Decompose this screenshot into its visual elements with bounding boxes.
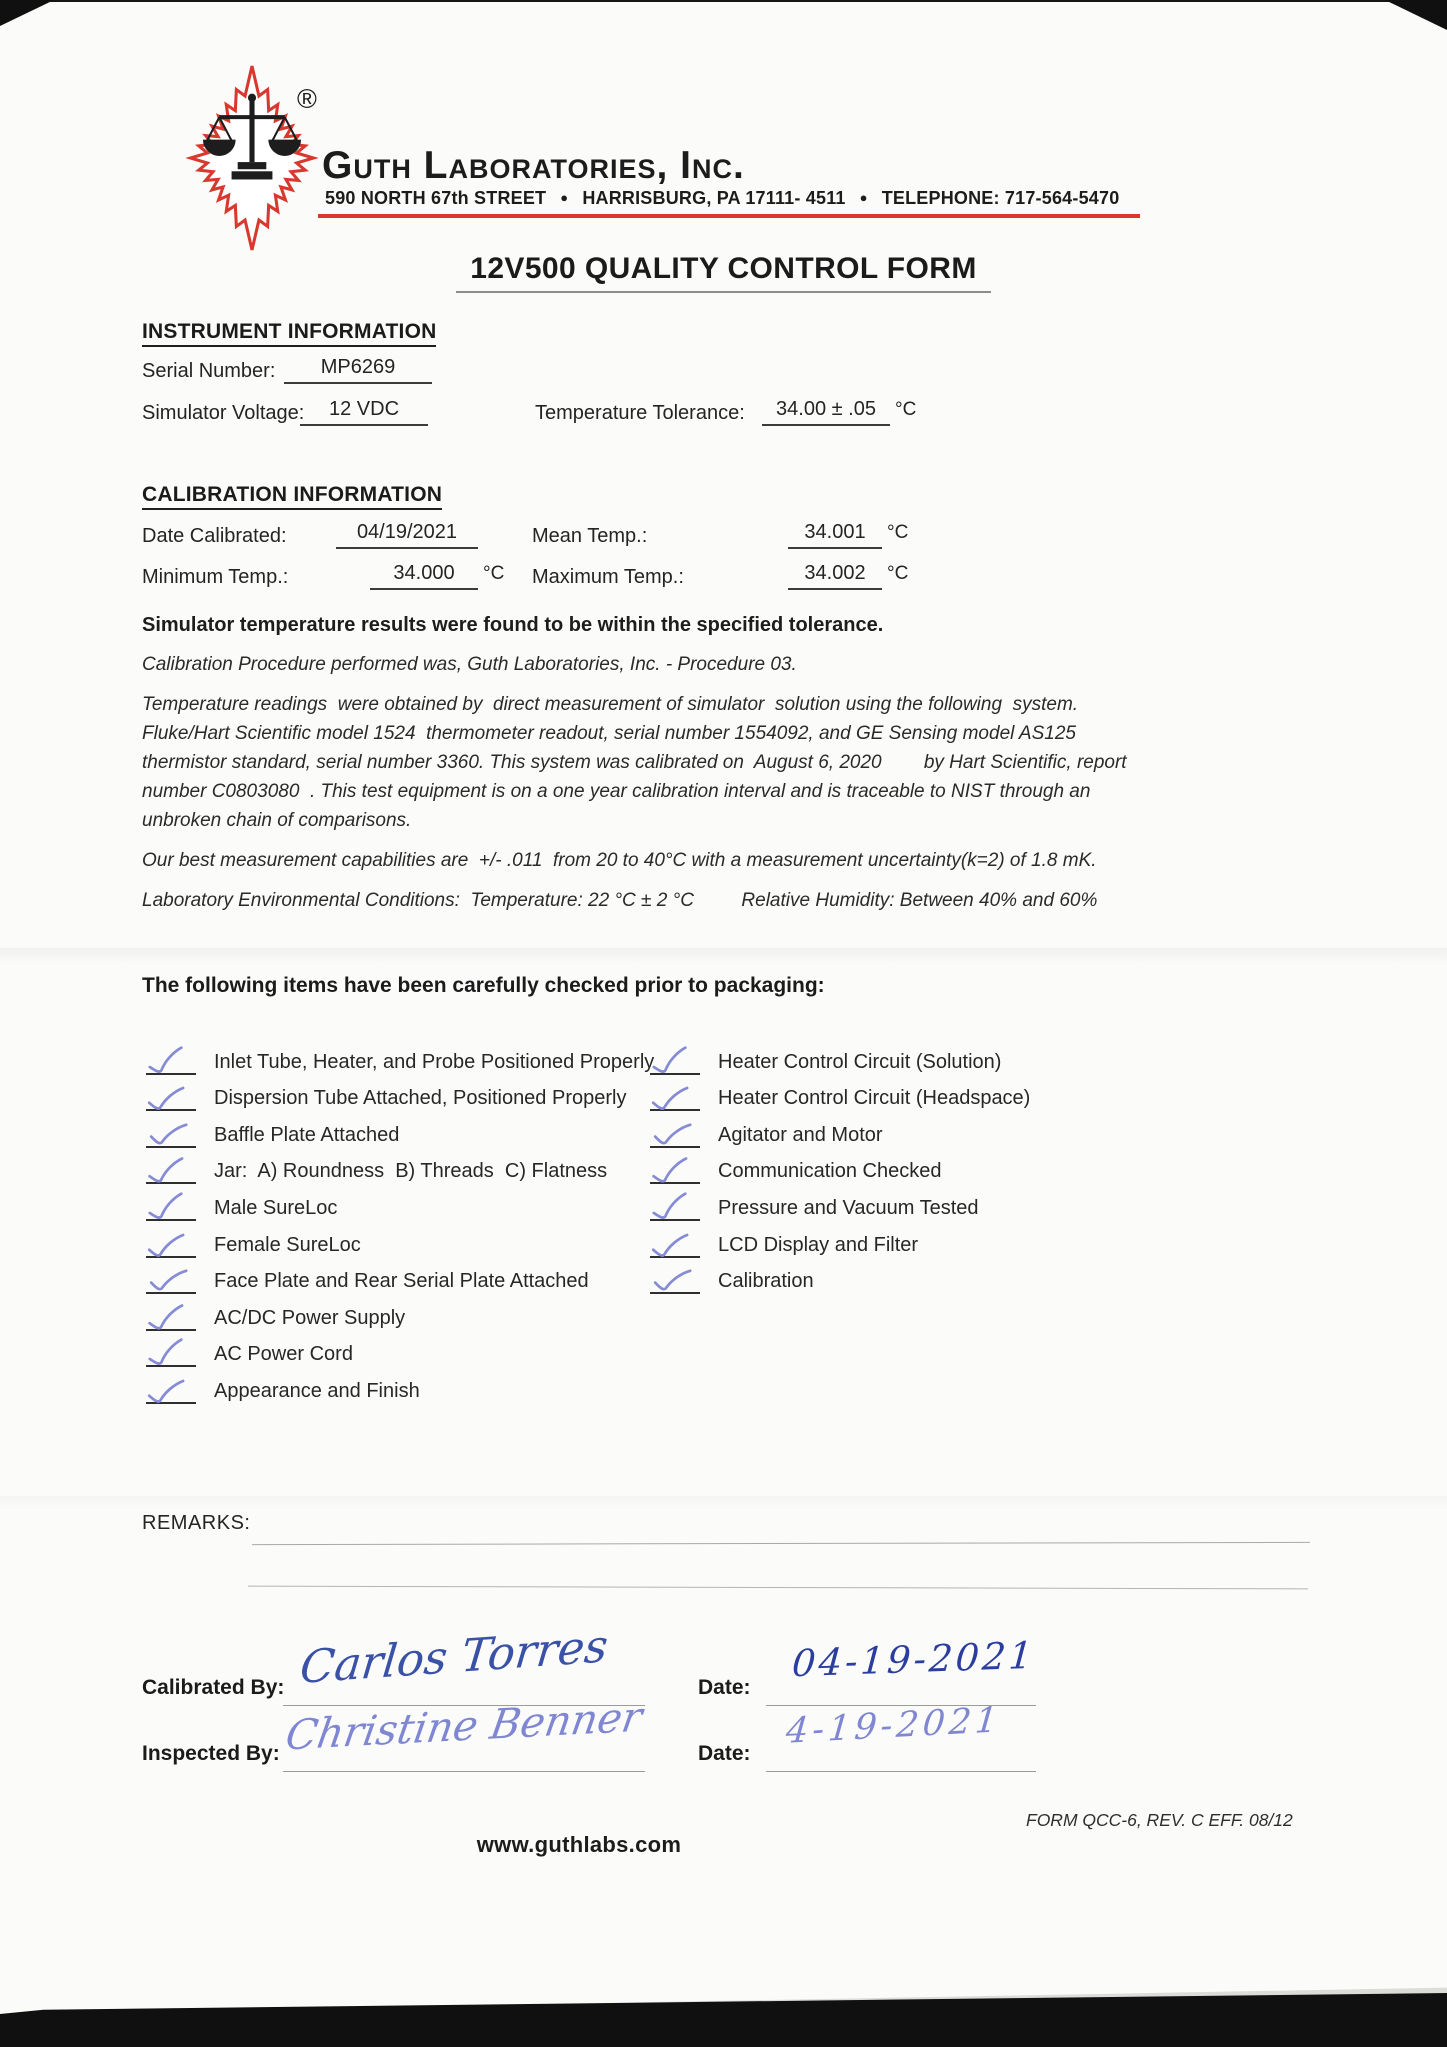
checklist-item <box>650 1038 1030 1075</box>
capabilities-paragraph: Our best measurement capabilities are +/- .011 from 20 to 40°C with a measurement uncertainty(k=2) of 1.8 mK. <box>142 850 1097 871</box>
checklist-item <box>146 1184 654 1221</box>
temperature-tolerance-unit: °C <box>895 399 917 420</box>
calibrated-by-signature: Carlos Torres <box>297 1618 611 1695</box>
handwritten-checkmark-icon <box>145 1377 187 1410</box>
remarks-label: REMARKS: <box>142 1512 251 1534</box>
checklist-item <box>146 1148 654 1185</box>
checklist-item-label: Heater Control Circuit (Headspace) <box>718 1087 1031 1110</box>
calibration-notes <box>142 650 1134 926</box>
check-blank-line <box>146 1292 196 1331</box>
company-name: Guth Laboratories, Inc. <box>322 144 745 187</box>
checklist-item <box>650 1111 1030 1148</box>
mean-temp-field <box>788 521 908 549</box>
serial-number-field <box>284 356 432 384</box>
checklist-item-label: Jar: A) Roundness B) Threads C) Flatness <box>214 1160 608 1183</box>
check-blank-line <box>146 1365 196 1404</box>
calibrated-date-label: Date: <box>698 1676 751 1699</box>
minimum-temp-label: Minimum Temp.: <box>142 566 289 588</box>
checklist-item-label: Heater Control Circuit (Solution) <box>718 1050 1002 1073</box>
checklist-item-label: Baffle Plate Attached <box>214 1123 400 1146</box>
check-blank-line <box>146 1146 196 1185</box>
scan-corner-top-left <box>0 0 54 26</box>
company-address-line <box>325 188 1119 209</box>
tolerance-result-statement: Simulator temperature results were found to be within the specified tolerance. <box>142 614 884 636</box>
checklist-item <box>146 1258 654 1295</box>
check-blank-line <box>146 1036 196 1075</box>
checklist-heading: The following items have been carefully checked prior to packaging: <box>142 974 825 997</box>
maximum-temp-value: 34.002 <box>788 562 882 590</box>
check-blank-line <box>146 1256 196 1295</box>
check-blank-line <box>650 1109 700 1148</box>
checklist-item-label: Communication Checked <box>718 1160 942 1183</box>
date-calibrated-field <box>336 521 478 549</box>
checklist-item-label: Female SureLoc <box>214 1233 361 1256</box>
scan-crease <box>0 948 1447 964</box>
check-blank-line <box>146 1073 196 1112</box>
checklist-item-label: Pressure and Vacuum Tested <box>718 1196 979 1219</box>
checklist-item-label: Male SureLoc <box>214 1196 338 1219</box>
checklist-item-label: AC Power Cord <box>214 1343 353 1366</box>
maximum-temp-field <box>788 562 908 590</box>
remarks-blank-line <box>252 1542 1310 1545</box>
minimum-temp-field <box>370 562 504 590</box>
scan-top-edge <box>0 0 1447 2</box>
minimum-temp-unit: °C <box>483 563 505 584</box>
temperature-tolerance-field <box>762 398 916 426</box>
section-heading-instrument-information: INSTRUMENT INFORMATION <box>142 320 436 347</box>
check-blank-line <box>146 1109 196 1148</box>
check-blank-line <box>650 1146 700 1185</box>
website-url: www.guthlabs.com <box>476 1832 682 1857</box>
section-heading-calibration-information: CALIBRATION INFORMATION <box>142 483 442 510</box>
inspected-date-label: Date: <box>698 1742 751 1765</box>
procedure-paragraph: Calibration Procedure performed was, Guth Laboratories, Inc. - Procedure 03. <box>142 654 797 675</box>
handwritten-checkmark-icon <box>650 1264 694 1300</box>
checklist-item <box>650 1184 1030 1221</box>
measurement-system-paragraph: Temperature readings were obtained by direct measurement of simulator solution using the following system. Fluke/Hart Scientific model 1524 thermometer readout, serial number 1554092, and GE Sensing model AS125 thermistor standard, serial number 3360. This system was calibrated on August 6, 2020 by Hart Scientific, report number C0803080 . This test equipment is on a one year calibration interval and is traceable to NIST through an unbroken chain of comparisons. <box>142 694 1132 831</box>
checklist-left-column <box>146 1038 654 1404</box>
temperature-tolerance-label: Temperature Tolerance: <box>535 402 745 424</box>
checklist-item-label: Appearance and Finish <box>214 1379 420 1402</box>
checklist-right-column <box>650 1038 1030 1294</box>
checklist-item <box>650 1075 1030 1112</box>
remarks-blank-line <box>248 1586 1308 1590</box>
form-title-row <box>0 252 1447 293</box>
address-phone: TELEPHONE: 717-564-5470 <box>881 188 1120 208</box>
checklist-item <box>146 1038 654 1075</box>
maximum-temp-unit: °C <box>887 563 909 584</box>
bullet-separator: ● <box>859 190 868 205</box>
calibrated-date-handwritten: 04-19-2021 <box>790 1633 1037 1686</box>
check-blank-line <box>650 1182 700 1221</box>
bullet-separator: ● <box>560 190 569 205</box>
checklist-item-label: Calibration <box>718 1270 814 1293</box>
check-blank-line <box>650 1073 700 1112</box>
scan-corner-top-right <box>1385 0 1447 30</box>
inspected-date-line <box>766 1771 1036 1772</box>
mean-temp-unit: °C <box>887 522 909 543</box>
checklist-item <box>650 1221 1030 1258</box>
mean-temp-value: 34.001 <box>788 521 882 549</box>
checklist-item <box>650 1258 1030 1295</box>
address-city: HARRISBURG, PA 17111- 4511 <box>582 188 846 208</box>
date-calibrated-value: 04/19/2021 <box>336 521 478 549</box>
simulator-voltage-label: Simulator Voltage: <box>142 402 305 424</box>
scan-bottom-band <box>0 1987 1447 2047</box>
checklist-item <box>146 1331 654 1368</box>
checklist-item <box>146 1294 654 1331</box>
checklist-item-label: Dispersion Tube Attached, Positioned Properly <box>214 1087 627 1110</box>
checklist-item <box>146 1367 654 1404</box>
checklist-item <box>146 1111 654 1148</box>
mean-temp-label: Mean Temp.: <box>532 525 648 547</box>
header-red-rule <box>318 214 1140 218</box>
inspected-date-handwritten: 4-19-2021 <box>784 1700 1004 1752</box>
checklist-item-label: Inlet Tube, Heater, and Probe Positioned Properly <box>214 1050 655 1073</box>
page-title: 12V500 QUALITY CONTROL FORM <box>456 252 990 293</box>
inspected-by-label: Inspected By: <box>142 1742 280 1765</box>
check-blank-line <box>146 1219 196 1258</box>
registered-trademark-symbol: ® <box>297 84 317 114</box>
checklist-item <box>650 1148 1030 1185</box>
check-blank-line <box>650 1036 700 1075</box>
date-calibrated-label: Date Calibrated: <box>142 525 287 547</box>
scan-crease <box>0 1496 1447 1508</box>
temperature-tolerance-value: 34.00 ± .05 <box>762 398 890 426</box>
check-blank-line <box>146 1329 196 1368</box>
serial-number-label: Serial Number: <box>142 360 276 382</box>
form-number: FORM QCC-6, REV. C EFF. 08/12 <box>1026 1810 1293 1830</box>
simulator-voltage-field <box>300 398 428 426</box>
calibrated-by-label: Calibrated By: <box>142 1676 285 1699</box>
checklist-item <box>146 1075 654 1112</box>
check-blank-line <box>650 1219 700 1258</box>
checklist-item-label: Agitator and Motor <box>718 1123 883 1146</box>
checklist-item-label: LCD Display and Filter <box>718 1233 919 1256</box>
check-blank-line <box>146 1182 196 1221</box>
minimum-temp-value: 34.000 <box>370 562 478 590</box>
environment-paragraph: Laboratory Environmental Conditions: Temperature: 22 °C ± 2 °C Relative Humidity: Between 40% and 60% <box>142 890 1098 911</box>
serial-number-value: MP6269 <box>284 356 432 384</box>
inspected-by-signature: Christine Benner <box>282 1692 646 1760</box>
address-street: 590 NORTH 67th STREET <box>325 188 547 208</box>
inspected-by-signature-line <box>283 1771 645 1772</box>
maximum-temp-label: Maximum Temp.: <box>532 566 684 588</box>
simulator-voltage-value: 12 VDC <box>300 398 428 426</box>
check-blank-line <box>650 1256 700 1295</box>
checklist-item-label: Face Plate and Rear Serial Plate Attached <box>214 1270 589 1293</box>
checklist-item <box>146 1221 654 1258</box>
checklist-item-label: AC/DC Power Supply <box>214 1306 406 1329</box>
